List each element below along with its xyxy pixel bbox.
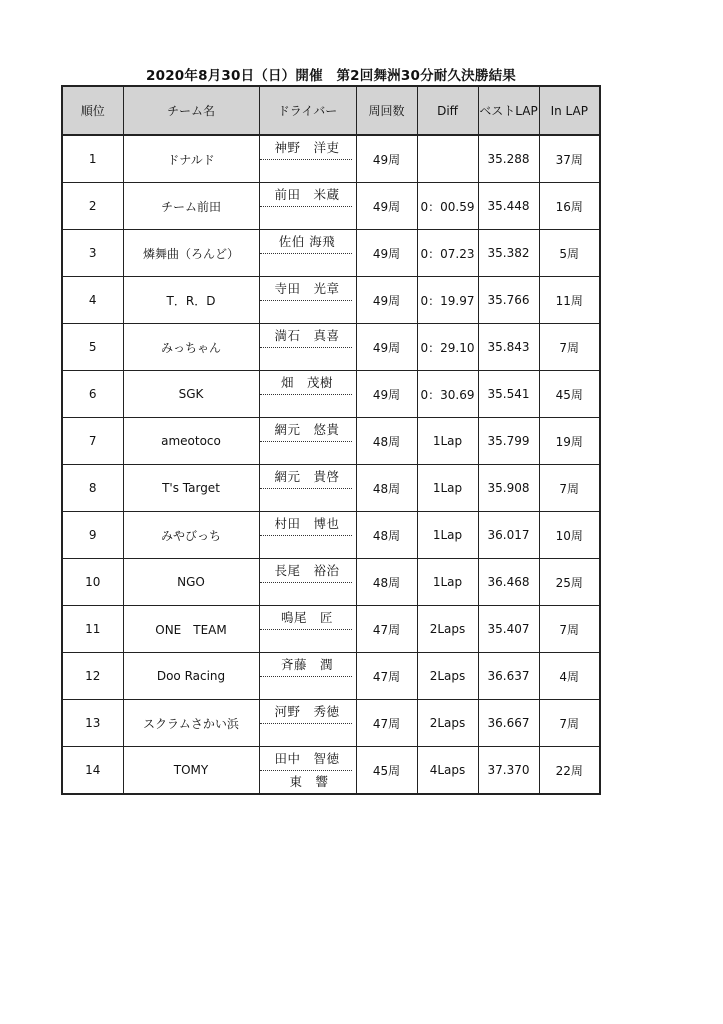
laps-cell: 49周 [356, 371, 417, 418]
best-lap-cell: 35.382 [478, 230, 539, 277]
team-cell: みっちゃん [123, 324, 259, 371]
team-cell: 燐舞曲（ろんど） [123, 230, 259, 277]
rank-cell: 2 [62, 183, 123, 230]
diff-cell: 1Lap [417, 512, 478, 559]
driver-cell [259, 653, 356, 700]
driver-secondary [260, 583, 356, 605]
team-cell: ONE TEAM [123, 606, 259, 653]
header-row [62, 86, 600, 135]
in-lap-cell: 7周 [539, 606, 600, 653]
best-lap-cell: 35.908 [478, 465, 539, 512]
rank-cell: 14 [62, 747, 123, 795]
best-lap-cell: 35.288 [478, 135, 539, 183]
table-row [62, 606, 600, 653]
team-cell: NGO [123, 559, 259, 606]
laps-cell: 49周 [356, 230, 417, 277]
driver-secondary [260, 395, 356, 417]
header-diff: Diff [417, 86, 478, 135]
in-lap-cell: 37周 [539, 135, 600, 183]
header-best-lap: ベストLAP [478, 86, 539, 135]
diff-cell: 0：30.69 [417, 371, 478, 418]
in-lap-cell: 19周 [539, 418, 600, 465]
rank-cell: 7 [62, 418, 123, 465]
driver-cell [259, 747, 356, 795]
team-cell: チーム前田 [123, 183, 259, 230]
table-row [62, 465, 600, 512]
in-lap-cell: 25周 [539, 559, 600, 606]
table-row [62, 418, 600, 465]
table-row [62, 700, 600, 747]
driver-secondary [260, 724, 356, 746]
results-table [61, 85, 601, 795]
rank-cell: 1 [62, 135, 123, 183]
driver-primary: 鳴尾 匠 [260, 607, 352, 630]
best-lap-cell: 35.843 [478, 324, 539, 371]
driver-secondary [260, 630, 356, 652]
team-cell: Doo Racing [123, 653, 259, 700]
table-row [62, 747, 600, 795]
laps-cell: 49周 [356, 183, 417, 230]
header-rank: 順位 [62, 86, 123, 135]
driver-primary: 網元 貴啓 [260, 466, 352, 489]
rank-cell: 11 [62, 606, 123, 653]
in-lap-cell: 45周 [539, 371, 600, 418]
driver-secondary [260, 348, 356, 370]
team-cell: スクラムさかい浜 [123, 700, 259, 747]
best-lap-cell: 36.637 [478, 653, 539, 700]
driver-cell [259, 700, 356, 747]
in-lap-cell: 11周 [539, 277, 600, 324]
driver-secondary [260, 442, 356, 464]
rank-cell: 4 [62, 277, 123, 324]
best-lap-cell: 35.766 [478, 277, 539, 324]
team-cell: みやびっち [123, 512, 259, 559]
driver-cell [259, 512, 356, 559]
team-cell: ドナルド [123, 135, 259, 183]
rank-cell: 13 [62, 700, 123, 747]
table-row [62, 230, 600, 277]
table-row [62, 371, 600, 418]
team-cell: ameotoco [123, 418, 259, 465]
driver-cell [259, 465, 356, 512]
in-lap-cell: 5周 [539, 230, 600, 277]
laps-cell: 47周 [356, 700, 417, 747]
in-lap-cell: 22周 [539, 747, 600, 795]
laps-cell: 48周 [356, 512, 417, 559]
driver-secondary [260, 254, 356, 276]
diff-cell: 0：29.10 [417, 324, 478, 371]
rank-cell: 9 [62, 512, 123, 559]
rank-cell: 10 [62, 559, 123, 606]
page-title: 2020年8月30日（日）開催 第2回舞洲30分耐久決勝結果 [146, 68, 516, 84]
laps-cell: 47周 [356, 606, 417, 653]
best-lap-cell: 35.541 [478, 371, 539, 418]
diff-cell: 0：07.23 [417, 230, 478, 277]
team-cell: SGK [123, 371, 259, 418]
driver-secondary [260, 677, 356, 699]
in-lap-cell: 16周 [539, 183, 600, 230]
laps-cell: 45周 [356, 747, 417, 795]
laps-cell: 48周 [356, 465, 417, 512]
driver-primary: 前田 米蔵 [260, 184, 352, 207]
driver-secondary [260, 489, 356, 511]
in-lap-cell: 7周 [539, 700, 600, 747]
team-cell: TOMY [123, 747, 259, 795]
driver-primary: 網元 悠貴 [260, 419, 352, 442]
in-lap-cell: 7周 [539, 465, 600, 512]
results-body [62, 135, 600, 794]
best-lap-cell: 37.370 [478, 747, 539, 795]
table-row [62, 559, 600, 606]
best-lap-cell: 36.468 [478, 559, 539, 606]
driver-secondary [260, 160, 356, 182]
best-lap-cell: 35.448 [478, 183, 539, 230]
laps-cell: 48周 [356, 418, 417, 465]
laps-cell: 47周 [356, 653, 417, 700]
in-lap-cell: 10周 [539, 512, 600, 559]
header-laps: 周回数 [356, 86, 417, 135]
driver-primary: 田中 智徳 [260, 748, 352, 771]
header-driver: ドライバー [259, 86, 356, 135]
header-team: チーム名 [123, 86, 259, 135]
driver-secondary [260, 207, 356, 229]
driver-cell [259, 183, 356, 230]
table-row [62, 653, 600, 700]
laps-cell: 48周 [356, 559, 417, 606]
diff-cell: 1Lap [417, 559, 478, 606]
driver-primary: 河野 秀徳 [260, 701, 352, 724]
in-lap-cell: 7周 [539, 324, 600, 371]
rank-cell: 8 [62, 465, 123, 512]
diff-cell: 4Laps [417, 747, 478, 795]
driver-cell [259, 324, 356, 371]
table-row [62, 135, 600, 183]
driver-cell [259, 606, 356, 653]
header-in-lap: In LAP [539, 86, 600, 135]
diff-cell: 2Laps [417, 700, 478, 747]
driver-primary: 佐伯 海飛 [260, 231, 352, 254]
table-row [62, 183, 600, 230]
best-lap-cell: 36.667 [478, 700, 539, 747]
driver-primary: 村田 博也 [260, 513, 352, 536]
diff-cell: 2Laps [417, 606, 478, 653]
diff-cell: 0：00.59 [417, 183, 478, 230]
driver-cell [259, 418, 356, 465]
table-row [62, 512, 600, 559]
team-cell: T's Target [123, 465, 259, 512]
laps-cell: 49周 [356, 277, 417, 324]
diff-cell: 2Laps [417, 653, 478, 700]
driver-cell [259, 135, 356, 183]
driver-cell [259, 277, 356, 324]
driver-secondary: 東 響 [289, 773, 329, 789]
driver-primary: 寺田 光章 [260, 278, 352, 301]
in-lap-cell: 4周 [539, 653, 600, 700]
laps-cell: 49周 [356, 324, 417, 371]
table-row [62, 277, 600, 324]
laps-cell: 49周 [356, 135, 417, 183]
best-lap-cell: 36.017 [478, 512, 539, 559]
best-lap-cell: 35.799 [478, 418, 539, 465]
rank-cell: 6 [62, 371, 123, 418]
driver-primary: 畑 茂樹 [260, 372, 352, 395]
driver-cell [259, 230, 356, 277]
driver-primary: 長尾 裕治 [260, 560, 352, 583]
driver-primary: 神野 洋吏 [260, 137, 352, 160]
rank-cell: 5 [62, 324, 123, 371]
diff-cell [417, 135, 478, 183]
best-lap-cell: 35.407 [478, 606, 539, 653]
diff-cell: 1Lap [417, 465, 478, 512]
driver-secondary [260, 301, 356, 323]
driver-primary: 満石 真喜 [260, 325, 352, 348]
driver-primary: 斉藤 潤 [260, 654, 352, 677]
diff-cell: 1Lap [417, 418, 478, 465]
team-cell: T．R．D [123, 277, 259, 324]
table-row [62, 324, 600, 371]
driver-secondary [260, 536, 356, 558]
driver-cell [259, 371, 356, 418]
driver-cell [259, 559, 356, 606]
diff-cell: 0：19.97 [417, 277, 478, 324]
rank-cell: 12 [62, 653, 123, 700]
rank-cell: 3 [62, 230, 123, 277]
